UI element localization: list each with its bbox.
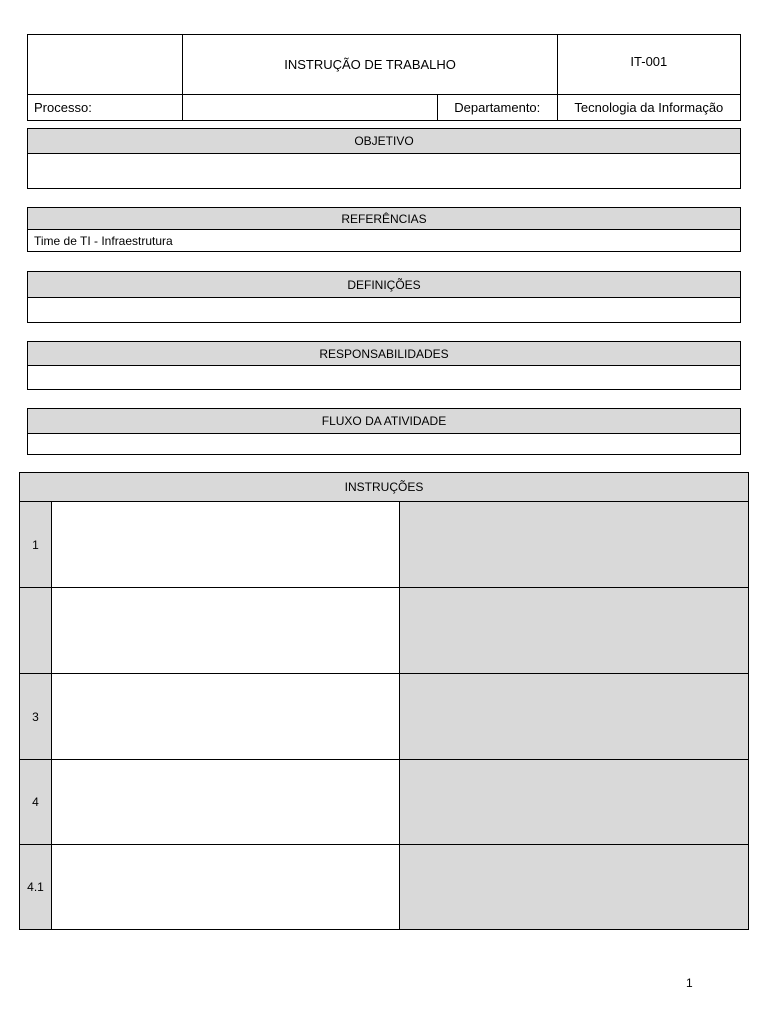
department-value: Tecnologia da Informação xyxy=(557,95,740,121)
section-title: INSTRUÇÕES xyxy=(20,473,749,502)
section-content xyxy=(28,154,741,189)
logo-cell xyxy=(28,35,183,95)
department-label: Departamento: xyxy=(437,95,557,121)
step-image-area xyxy=(400,502,749,588)
section-instrucoes xyxy=(19,472,749,930)
instruction-row xyxy=(20,845,749,930)
process-label: Processo: xyxy=(28,95,183,121)
step-image-area xyxy=(400,674,749,760)
section-content xyxy=(28,434,741,455)
instruction-row xyxy=(20,588,749,674)
step-image-area xyxy=(400,760,749,845)
step-number: 4 xyxy=(20,760,52,845)
document-code: IT-001 xyxy=(557,35,740,95)
step-number: 3 xyxy=(20,674,52,760)
step-number xyxy=(20,588,52,674)
instruction-row xyxy=(20,502,749,588)
document-header xyxy=(27,34,741,121)
section-title: OBJETIVO xyxy=(28,129,741,154)
section-title: REFERÊNCIAS xyxy=(28,208,741,230)
section-objetivo xyxy=(27,128,741,189)
document-title: INSTRUÇÃO DE TRABALHO xyxy=(183,35,557,95)
step-number: 4.1 xyxy=(20,845,52,930)
step-image-area xyxy=(400,845,749,930)
process-value xyxy=(183,95,437,121)
step-image-area xyxy=(400,588,749,674)
step-description xyxy=(52,588,400,674)
step-description xyxy=(52,502,400,588)
section-referencias xyxy=(27,207,741,252)
section-responsabilidades xyxy=(27,341,741,390)
step-number: 1 xyxy=(20,502,52,588)
section-title: RESPONSABILIDADES xyxy=(28,342,741,366)
step-description xyxy=(52,674,400,760)
section-content xyxy=(28,366,741,390)
section-title: DEFINIÇÕES xyxy=(28,272,741,298)
instruction-row xyxy=(20,760,749,845)
section-definicoes xyxy=(27,271,741,323)
section-content xyxy=(28,298,741,323)
page-number: 1 xyxy=(686,976,693,990)
section-content: Time de TI - Infraestrutura xyxy=(28,230,741,252)
step-description xyxy=(52,845,400,930)
section-title: FLUXO DA ATIVIDADE xyxy=(28,409,741,434)
step-description xyxy=(52,760,400,845)
instruction-row xyxy=(20,674,749,760)
section-fluxo xyxy=(27,408,741,455)
